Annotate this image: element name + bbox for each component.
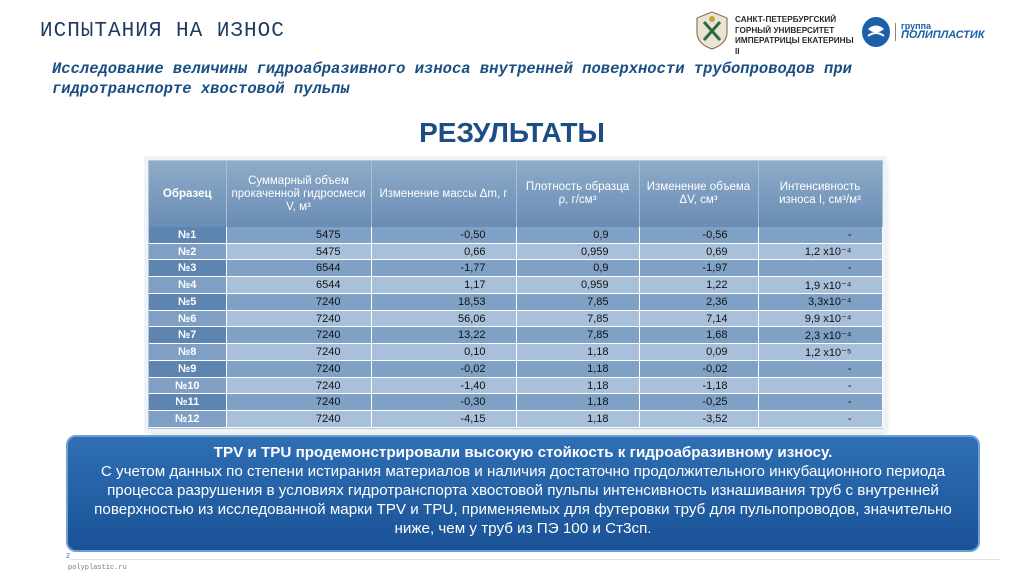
mass-change-cell: -0,50	[371, 227, 516, 243]
column-header: Изменение объема ΔV, см³	[639, 161, 758, 227]
volume-cell: 7240	[226, 360, 371, 377]
mass-change-cell: -0,02	[371, 360, 516, 377]
mass-change-cell: 13,22	[371, 327, 516, 344]
table-row	[149, 344, 882, 361]
wear-intensity-cell: -	[758, 394, 882, 411]
volume-cell: 7240	[226, 293, 371, 310]
results-heading: РЕЗУЛЬТАТЫ	[419, 117, 605, 148]
conclusion-lead: TPV и TPU продемонстрировали высокую стойкость к гидроабразивному износу.	[213, 444, 833, 461]
volume-change-cell: 0,09	[639, 344, 758, 361]
column-header: Интенсивность износа I, см³/м³	[758, 161, 882, 227]
spbgu-line3: ИМПЕРАТРИЦЫ ЕКАТЕРИНЫ II	[735, 36, 854, 56]
conclusion-body: С учетом данных по степени истирания материалов и наличия достаточно продолжительного инкубационного периода процесса разрушения в условиях гидротранспорта хвостовой пульпы интенсивность изнашивания труб с внутренней поверхностью из исследованной марки TPV и TPU, применяемых для футеровки труб для пульпопроводов, значительно ниже, чем у труб из ПЭ 100 и Ст3сп.	[94, 463, 952, 537]
page-number: 2	[66, 553, 70, 560]
table-row	[149, 227, 882, 243]
wear-intensity-cell: -	[758, 227, 882, 243]
mass-change-cell: -0,30	[371, 394, 516, 411]
volume-cell: 6544	[226, 277, 371, 294]
table-row	[149, 411, 882, 428]
table-row	[149, 243, 882, 260]
sample-cell: №2	[149, 243, 226, 260]
spbgu-name	[735, 15, 860, 57]
table-row	[149, 394, 882, 411]
wear-intensity-cell: -	[758, 377, 882, 394]
volume-cell: 5475	[226, 227, 371, 243]
table-row	[149, 260, 882, 277]
wear-intensity-cell: -	[758, 411, 882, 428]
density-cell: 1,18	[516, 377, 639, 394]
slide-subtitle: Исследование величины гидроабразивного износа внутренней поверхности трубопроводов при гидротранспорте хвостовой пульпы	[52, 60, 852, 98]
mass-change-cell: -1,40	[371, 377, 516, 394]
volume-change-cell: 0,69	[639, 243, 758, 260]
wear-intensity-cell: 1,2 х10⁻⁵	[758, 344, 882, 361]
footer-website: polyplastic.ru	[68, 564, 127, 572]
density-cell: 7,85	[516, 310, 639, 327]
wear-intensity-cell: 3,3х10⁻⁴	[758, 293, 882, 310]
results-table-container	[148, 160, 883, 429]
wear-intensity-cell: 2,3 х10⁻⁴	[758, 327, 882, 344]
density-cell: 0,959	[516, 243, 639, 260]
volume-change-cell: -0,56	[639, 227, 758, 243]
polyplastic-logo	[862, 17, 997, 51]
volume-cell: 7240	[226, 344, 371, 361]
sample-cell: №4	[149, 277, 226, 294]
footer	[66, 553, 127, 572]
column-header: Плотность образца ρ, г/см³	[516, 161, 639, 227]
table-row	[149, 360, 882, 377]
density-cell: 0,9	[516, 260, 639, 277]
spbgu-logo	[693, 10, 858, 56]
sample-cell: №7	[149, 327, 226, 344]
mass-change-cell: 18,53	[371, 293, 516, 310]
volume-change-cell: -1,97	[639, 260, 758, 277]
conclusion-box	[66, 435, 980, 552]
volume-cell: 7240	[226, 377, 371, 394]
mass-change-cell: 0,10	[371, 344, 516, 361]
wear-intensity-cell: -	[758, 260, 882, 277]
wear-intensity-cell: 1,9 х10⁻⁴	[758, 277, 882, 294]
sample-cell: №3	[149, 260, 226, 277]
density-cell: 0,9	[516, 227, 639, 243]
table-row	[149, 277, 882, 294]
density-cell: 7,85	[516, 327, 639, 344]
table-body	[149, 227, 882, 428]
table-row	[149, 377, 882, 394]
sample-cell: №9	[149, 360, 226, 377]
wear-intensity-cell: 9,9 х10⁻⁴	[758, 310, 882, 327]
table-row	[149, 310, 882, 327]
spbgu-line2: ГОРНЫЙ УНИВЕРСИТЕТ	[735, 25, 835, 35]
wear-intensity-cell: -	[758, 360, 882, 377]
volume-change-cell: -1,18	[639, 377, 758, 394]
volume-change-cell: 1,22	[639, 277, 758, 294]
results-table	[149, 161, 883, 428]
polyplastic-emblem-icon	[862, 17, 890, 47]
volume-cell: 7240	[226, 394, 371, 411]
mass-change-cell: 0,66	[371, 243, 516, 260]
mass-change-cell: -4,15	[371, 411, 516, 428]
sample-cell: №12	[149, 411, 226, 428]
density-cell: 1,18	[516, 360, 639, 377]
sample-cell: №6	[149, 310, 226, 327]
volume-cell: 5475	[226, 243, 371, 260]
volume-cell: 7240	[226, 411, 371, 428]
volume-cell: 7240	[226, 310, 371, 327]
volume-change-cell: 1,68	[639, 327, 758, 344]
volume-change-cell: -0,02	[639, 360, 758, 377]
density-cell: 0,959	[516, 277, 639, 294]
slide-title: ИСПЫТАНИЯ НА ИЗНОС	[40, 20, 285, 43]
polyplastic-name	[901, 22, 985, 40]
sample-cell: №10	[149, 377, 226, 394]
poly-big-text: ПОЛИПЛАСТИК	[901, 29, 985, 41]
spbgu-line1: САНКТ-ПЕТЕРБУРГСКИЙ	[735, 15, 837, 24]
density-cell: 1,18	[516, 411, 639, 428]
column-header: Суммарный объем прокаченной гидросмеси V, м³	[226, 161, 371, 227]
sample-cell: №11	[149, 394, 226, 411]
poly-small-text: группа	[901, 21, 932, 31]
volume-change-cell: 7,14	[639, 310, 758, 327]
density-cell: 7,85	[516, 293, 639, 310]
footer-divider	[70, 559, 1000, 560]
table-row	[149, 293, 882, 310]
density-cell: 1,18	[516, 394, 639, 411]
university-crest-icon	[693, 10, 731, 50]
density-cell: 1,18	[516, 344, 639, 361]
mass-change-cell: 56,06	[371, 310, 516, 327]
mass-change-cell: 1,17	[371, 277, 516, 294]
table-header-row	[149, 161, 882, 227]
sample-cell: №1	[149, 227, 226, 243]
volume-change-cell: -3,52	[639, 411, 758, 428]
logo-separator	[895, 23, 896, 41]
volume-cell: 7240	[226, 327, 371, 344]
sample-cell: №8	[149, 344, 226, 361]
column-header: Изменение массы Δm, г	[371, 161, 516, 227]
sample-cell: №5	[149, 293, 226, 310]
volume-change-cell: 2,36	[639, 293, 758, 310]
mass-change-cell: -1,77	[371, 260, 516, 277]
volume-change-cell: -0,25	[639, 394, 758, 411]
table-row	[149, 327, 882, 344]
volume-cell: 6544	[226, 260, 371, 277]
column-header: Образец	[149, 161, 226, 227]
wear-intensity-cell: 1,2 х10⁻⁴	[758, 243, 882, 260]
